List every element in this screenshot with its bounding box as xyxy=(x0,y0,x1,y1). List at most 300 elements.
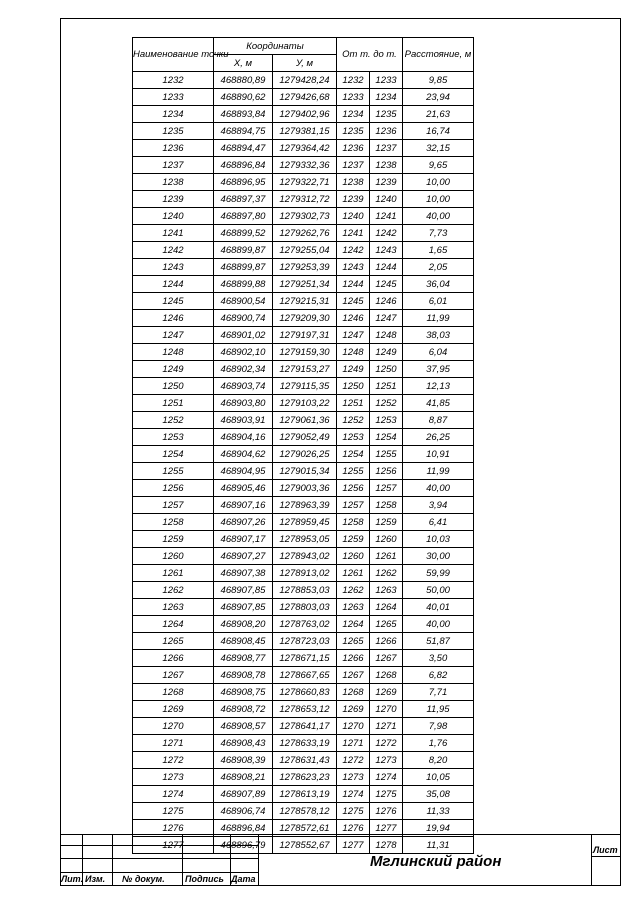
segment-to-cell: 1254 xyxy=(370,429,403,446)
segment-to-cell: 1247 xyxy=(370,310,403,327)
point-name-cell: 1263 xyxy=(133,599,214,616)
table-row xyxy=(133,225,474,242)
segment-to-cell: 1264 xyxy=(370,599,403,616)
segment-to-cell: 1257 xyxy=(370,480,403,497)
y-coord-cell: 1279428,24 xyxy=(273,72,337,89)
table-row xyxy=(133,276,474,293)
table-row xyxy=(133,293,474,310)
table-row xyxy=(133,463,474,480)
segment-to-cell: 1236 xyxy=(370,123,403,140)
segment-to-cell: 1244 xyxy=(370,259,403,276)
distance-cell: 7,73 xyxy=(403,225,474,242)
segment-to-cell: 1271 xyxy=(370,718,403,735)
y-coord-cell: 1279015,34 xyxy=(273,463,337,480)
segment-from-cell: 1236 xyxy=(337,140,370,157)
y-coord-cell: 1279364,42 xyxy=(273,140,337,157)
table-row xyxy=(133,531,474,548)
segment-to-cell: 1270 xyxy=(370,701,403,718)
segment-to-cell: 1267 xyxy=(370,650,403,667)
segment-from-cell: 1250 xyxy=(337,378,370,395)
segment-from-cell: 1253 xyxy=(337,429,370,446)
segment-from-cell: 1254 xyxy=(337,446,370,463)
segment-to-cell: 1242 xyxy=(370,225,403,242)
distance-cell: 11,99 xyxy=(403,310,474,327)
y-coord-cell: 1278953,05 xyxy=(273,531,337,548)
point-name-cell: 1254 xyxy=(133,446,214,463)
segment-from-cell: 1238 xyxy=(337,174,370,191)
segment-from-cell: 1261 xyxy=(337,565,370,582)
segment-to-cell: 1251 xyxy=(370,378,403,395)
distance-cell: 3,94 xyxy=(403,497,474,514)
distance-cell: 1,65 xyxy=(403,242,474,259)
point-name-cell: 1260 xyxy=(133,548,214,565)
segment-to-cell: 1249 xyxy=(370,344,403,361)
table-row xyxy=(133,157,474,174)
y-coord-cell: 1279402,96 xyxy=(273,106,337,123)
distance-cell: 11,95 xyxy=(403,701,474,718)
x-coord-cell: 468900,54 xyxy=(214,293,273,310)
x-coord-cell: 468893,84 xyxy=(214,106,273,123)
table-row xyxy=(133,395,474,412)
x-coord-cell: 468903,91 xyxy=(214,412,273,429)
x-coord-cell: 468908,45 xyxy=(214,633,273,650)
distance-cell: 23,94 xyxy=(403,89,474,106)
segment-to-cell: 1245 xyxy=(370,276,403,293)
distance-cell: 10,00 xyxy=(403,191,474,208)
distance-cell: 9,85 xyxy=(403,72,474,89)
table-row xyxy=(133,803,474,820)
point-name-cell: 1276 xyxy=(133,820,214,837)
table-row xyxy=(133,344,474,361)
segment-to-cell: 1246 xyxy=(370,293,403,310)
table-row xyxy=(133,259,474,276)
table-row xyxy=(133,735,474,752)
segment-from-cell: 1240 xyxy=(337,208,370,225)
y-coord-cell: 1278653,12 xyxy=(273,701,337,718)
x-coord-cell: 468899,87 xyxy=(214,242,273,259)
segment-to-cell: 1274 xyxy=(370,769,403,786)
table-row xyxy=(133,599,474,616)
header-y: У, м xyxy=(273,55,337,72)
segment-to-cell: 1262 xyxy=(370,565,403,582)
segment-to-cell: 1268 xyxy=(370,667,403,684)
point-name-cell: 1243 xyxy=(133,259,214,276)
point-name-cell: 1235 xyxy=(133,123,214,140)
segment-from-cell: 1274 xyxy=(337,786,370,803)
table-row xyxy=(133,174,474,191)
x-coord-cell: 468908,57 xyxy=(214,718,273,735)
y-coord-cell: 1279332,36 xyxy=(273,157,337,174)
y-coord-cell: 1278723,03 xyxy=(273,633,337,650)
x-coord-cell: 468900,74 xyxy=(214,310,273,327)
segment-from-cell: 1245 xyxy=(337,293,370,310)
distance-cell: 1,76 xyxy=(403,735,474,752)
x-coord-cell: 468896,84 xyxy=(214,157,273,174)
segment-to-cell: 1255 xyxy=(370,446,403,463)
table-row xyxy=(133,106,474,123)
y-coord-cell: 1278623,23 xyxy=(273,769,337,786)
x-coord-cell: 468903,74 xyxy=(214,378,273,395)
x-coord-cell: 468896,95 xyxy=(214,174,273,191)
x-coord-cell: 468908,72 xyxy=(214,701,273,718)
point-name-cell: 1238 xyxy=(133,174,214,191)
distance-cell: 7,98 xyxy=(403,718,474,735)
segment-from-cell: 1267 xyxy=(337,667,370,684)
y-coord-cell: 1278633,19 xyxy=(273,735,337,752)
table-row xyxy=(133,378,474,395)
distance-cell: 9,65 xyxy=(403,157,474,174)
segment-from-cell: 1266 xyxy=(337,650,370,667)
distance-cell: 40,00 xyxy=(403,208,474,225)
table-row xyxy=(133,633,474,650)
x-coord-cell: 468908,43 xyxy=(214,735,273,752)
segment-to-cell: 1266 xyxy=(370,633,403,650)
point-name-cell: 1250 xyxy=(133,378,214,395)
x-coord-cell: 468907,27 xyxy=(214,548,273,565)
x-coord-cell: 468880,89 xyxy=(214,72,273,89)
table-row xyxy=(133,140,474,157)
y-coord-cell: 1279426,68 xyxy=(273,89,337,106)
y-coord-cell: 1278667,65 xyxy=(273,667,337,684)
distance-cell: 40,00 xyxy=(403,480,474,497)
y-coord-cell: 1278660,83 xyxy=(273,684,337,701)
y-coord-cell: 1278963,39 xyxy=(273,497,337,514)
point-name-cell: 1237 xyxy=(133,157,214,174)
point-name-cell: 1248 xyxy=(133,344,214,361)
x-coord-cell: 468908,78 xyxy=(214,667,273,684)
segment-from-cell: 1272 xyxy=(337,752,370,769)
stamp-lit-label: Лит. xyxy=(61,874,84,884)
table-row xyxy=(133,72,474,89)
point-name-cell: 1265 xyxy=(133,633,214,650)
segment-to-cell: 1277 xyxy=(370,820,403,837)
y-coord-cell: 1279302,73 xyxy=(273,208,337,225)
y-coord-cell: 1278959,45 xyxy=(273,514,337,531)
distance-cell: 11,33 xyxy=(403,803,474,820)
x-coord-cell: 468902,10 xyxy=(214,344,273,361)
point-name-cell: 1266 xyxy=(133,650,214,667)
point-name-cell: 1247 xyxy=(133,327,214,344)
point-name-cell: 1272 xyxy=(133,752,214,769)
segment-to-cell: 1239 xyxy=(370,174,403,191)
x-coord-cell: 468908,39 xyxy=(214,752,273,769)
segment-from-cell: 1237 xyxy=(337,157,370,174)
x-coord-cell: 468894,47 xyxy=(214,140,273,157)
stamp-izm-label: Изм. xyxy=(85,874,106,884)
distance-cell: 10,03 xyxy=(403,531,474,548)
x-coord-cell: 468896,84 xyxy=(214,820,273,837)
x-coord-cell: 468907,26 xyxy=(214,514,273,531)
segment-to-cell: 1233 xyxy=(370,72,403,89)
x-coord-cell: 468907,17 xyxy=(214,531,273,548)
segment-from-cell: 1233 xyxy=(337,89,370,106)
segment-to-cell: 1272 xyxy=(370,735,403,752)
header-distance: Расстояние, м xyxy=(403,38,474,72)
segment-from-cell: 1277 xyxy=(337,837,370,854)
segment-to-cell: 1237 xyxy=(370,140,403,157)
header-segment: От т. до т. xyxy=(337,38,403,72)
distance-cell: 50,00 xyxy=(403,582,474,599)
table-row xyxy=(133,565,474,582)
distance-cell: 7,71 xyxy=(403,684,474,701)
point-name-cell: 1271 xyxy=(133,735,214,752)
point-name-cell: 1259 xyxy=(133,531,214,548)
table-row xyxy=(133,89,474,106)
segment-from-cell: 1241 xyxy=(337,225,370,242)
y-coord-cell: 1279052,49 xyxy=(273,429,337,446)
distance-cell: 11,99 xyxy=(403,463,474,480)
segment-from-cell: 1239 xyxy=(337,191,370,208)
distance-cell: 12,13 xyxy=(403,378,474,395)
segment-from-cell: 1256 xyxy=(337,480,370,497)
point-name-cell: 1264 xyxy=(133,616,214,633)
segment-from-cell: 1276 xyxy=(337,820,370,837)
segment-from-cell: 1271 xyxy=(337,735,370,752)
table-row xyxy=(133,446,474,463)
distance-cell: 19,94 xyxy=(403,820,474,837)
distance-cell: 2,05 xyxy=(403,259,474,276)
segment-from-cell: 1232 xyxy=(337,72,370,89)
table-row xyxy=(133,548,474,565)
y-coord-cell: 1279255,04 xyxy=(273,242,337,259)
y-coord-cell: 1279381,15 xyxy=(273,123,337,140)
y-coord-cell: 1279153,27 xyxy=(273,361,337,378)
segment-to-cell: 1243 xyxy=(370,242,403,259)
segment-to-cell: 1278 xyxy=(370,837,403,854)
district-title: Мглинский район xyxy=(370,853,502,870)
segment-to-cell: 1263 xyxy=(370,582,403,599)
distance-cell: 32,15 xyxy=(403,140,474,157)
segment-from-cell: 1248 xyxy=(337,344,370,361)
point-name-cell: 1256 xyxy=(133,480,214,497)
segment-to-cell: 1248 xyxy=(370,327,403,344)
x-coord-cell: 468905,46 xyxy=(214,480,273,497)
point-name-cell: 1240 xyxy=(133,208,214,225)
distance-cell: 41,85 xyxy=(403,395,474,412)
segment-to-cell: 1276 xyxy=(370,803,403,820)
segment-from-cell: 1275 xyxy=(337,803,370,820)
table-row xyxy=(133,497,474,514)
segment-from-cell: 1269 xyxy=(337,701,370,718)
y-coord-cell: 1278913,02 xyxy=(273,565,337,582)
segment-to-cell: 1259 xyxy=(370,514,403,531)
segment-from-cell: 1260 xyxy=(337,548,370,565)
table-row xyxy=(133,616,474,633)
distance-cell: 30,00 xyxy=(403,548,474,565)
y-coord-cell: 1279197,31 xyxy=(273,327,337,344)
segment-from-cell: 1244 xyxy=(337,276,370,293)
table-row xyxy=(133,769,474,786)
x-coord-cell: 468899,87 xyxy=(214,259,273,276)
x-coord-cell: 468906,74 xyxy=(214,803,273,820)
point-name-cell: 1234 xyxy=(133,106,214,123)
distance-cell: 6,82 xyxy=(403,667,474,684)
segment-to-cell: 1265 xyxy=(370,616,403,633)
x-coord-cell: 468907,85 xyxy=(214,599,273,616)
point-name-cell: 1270 xyxy=(133,718,214,735)
segment-from-cell: 1268 xyxy=(337,684,370,701)
table-row xyxy=(133,310,474,327)
header-coordinates: Координаты xyxy=(214,38,337,55)
point-name-cell: 1277 xyxy=(133,837,214,854)
point-name-cell: 1267 xyxy=(133,667,214,684)
distance-cell: 35,08 xyxy=(403,786,474,803)
point-name-cell: 1269 xyxy=(133,701,214,718)
header-x: X, м xyxy=(214,55,273,72)
distance-cell: 10,91 xyxy=(403,446,474,463)
stamp-sign-label: Подпись xyxy=(185,874,224,884)
table-row xyxy=(133,786,474,803)
x-coord-cell: 468899,88 xyxy=(214,276,273,293)
point-name-cell: 1253 xyxy=(133,429,214,446)
coordinates-rows xyxy=(133,72,474,854)
y-coord-cell: 1279061,36 xyxy=(273,412,337,429)
x-coord-cell: 468899,52 xyxy=(214,225,273,242)
y-coord-cell: 1278572,61 xyxy=(273,820,337,837)
point-name-cell: 1241 xyxy=(133,225,214,242)
table-row xyxy=(133,667,474,684)
y-coord-cell: 1279251,34 xyxy=(273,276,337,293)
distance-cell: 8,87 xyxy=(403,412,474,429)
point-name-cell: 1261 xyxy=(133,565,214,582)
title-block xyxy=(60,834,621,886)
segment-to-cell: 1273 xyxy=(370,752,403,769)
x-coord-cell: 468897,37 xyxy=(214,191,273,208)
segment-to-cell: 1261 xyxy=(370,548,403,565)
segment-from-cell: 1251 xyxy=(337,395,370,412)
point-name-cell: 1249 xyxy=(133,361,214,378)
x-coord-cell: 468907,16 xyxy=(214,497,273,514)
x-coord-cell: 468904,16 xyxy=(214,429,273,446)
segment-to-cell: 1260 xyxy=(370,531,403,548)
distance-cell: 6,04 xyxy=(403,344,474,361)
stamp-date-label: Дата xyxy=(231,874,256,884)
segment-from-cell: 1263 xyxy=(337,599,370,616)
segment-from-cell: 1234 xyxy=(337,106,370,123)
segment-to-cell: 1241 xyxy=(370,208,403,225)
distance-cell: 6,41 xyxy=(403,514,474,531)
y-coord-cell: 1279115,35 xyxy=(273,378,337,395)
segment-from-cell: 1252 xyxy=(337,412,370,429)
distance-cell: 11,31 xyxy=(403,837,474,854)
segment-from-cell: 1257 xyxy=(337,497,370,514)
table-row xyxy=(133,480,474,497)
x-coord-cell: 468908,21 xyxy=(214,769,273,786)
distance-cell: 51,87 xyxy=(403,633,474,650)
distance-cell: 26,25 xyxy=(403,429,474,446)
segment-to-cell: 1238 xyxy=(370,157,403,174)
y-coord-cell: 1279209,30 xyxy=(273,310,337,327)
distance-cell: 38,03 xyxy=(403,327,474,344)
table-row xyxy=(133,327,474,344)
x-coord-cell: 468908,75 xyxy=(214,684,273,701)
point-name-cell: 1246 xyxy=(133,310,214,327)
x-coord-cell: 468908,20 xyxy=(214,616,273,633)
segment-from-cell: 1259 xyxy=(337,531,370,548)
table-row xyxy=(133,191,474,208)
point-name-cell: 1236 xyxy=(133,140,214,157)
distance-cell: 21,63 xyxy=(403,106,474,123)
point-name-cell: 1262 xyxy=(133,582,214,599)
y-coord-cell: 1279312,72 xyxy=(273,191,337,208)
segment-from-cell: 1235 xyxy=(337,123,370,140)
table-row xyxy=(133,718,474,735)
distance-cell: 59,99 xyxy=(403,565,474,582)
segment-from-cell: 1265 xyxy=(337,633,370,650)
x-coord-cell: 468908,77 xyxy=(214,650,273,667)
y-coord-cell: 1278578,12 xyxy=(273,803,337,820)
segment-to-cell: 1256 xyxy=(370,463,403,480)
point-name-cell: 1275 xyxy=(133,803,214,820)
y-coord-cell: 1279026,25 xyxy=(273,446,337,463)
header-point-name: Наименование точки xyxy=(133,38,214,72)
table-row xyxy=(133,412,474,429)
y-coord-cell: 1279215,31 xyxy=(273,293,337,310)
table-row xyxy=(133,429,474,446)
point-name-cell: 1232 xyxy=(133,72,214,89)
point-name-cell: 1274 xyxy=(133,786,214,803)
segment-from-cell: 1270 xyxy=(337,718,370,735)
y-coord-cell: 1278803,03 xyxy=(273,599,337,616)
table-row xyxy=(133,123,474,140)
distance-cell: 10,05 xyxy=(403,769,474,786)
segment-from-cell: 1262 xyxy=(337,582,370,599)
table-row xyxy=(133,752,474,769)
point-name-cell: 1244 xyxy=(133,276,214,293)
distance-cell: 16,74 xyxy=(403,123,474,140)
segment-to-cell: 1240 xyxy=(370,191,403,208)
x-coord-cell: 468890,62 xyxy=(214,89,273,106)
segment-to-cell: 1275 xyxy=(370,786,403,803)
table-row xyxy=(133,242,474,259)
segment-from-cell: 1247 xyxy=(337,327,370,344)
table-row xyxy=(133,208,474,225)
distance-cell: 40,00 xyxy=(403,616,474,633)
x-coord-cell: 468896,79 xyxy=(214,837,273,854)
point-name-cell: 1273 xyxy=(133,769,214,786)
segment-to-cell: 1252 xyxy=(370,395,403,412)
y-coord-cell: 1278853,03 xyxy=(273,582,337,599)
y-coord-cell: 1278671,15 xyxy=(273,650,337,667)
y-coord-cell: 1278552,67 xyxy=(273,837,337,854)
table-row xyxy=(133,650,474,667)
y-coord-cell: 1279262,76 xyxy=(273,225,337,242)
y-coord-cell: 1278613,19 xyxy=(273,786,337,803)
x-coord-cell: 468907,38 xyxy=(214,565,273,582)
coordinates-table xyxy=(132,37,474,854)
table-row xyxy=(133,361,474,378)
point-name-cell: 1268 xyxy=(133,684,214,701)
x-coord-cell: 468907,89 xyxy=(214,786,273,803)
segment-from-cell: 1273 xyxy=(337,769,370,786)
segment-to-cell: 1253 xyxy=(370,412,403,429)
y-coord-cell: 1279159,30 xyxy=(273,344,337,361)
stamp-doc-label: № докум. xyxy=(122,874,165,884)
stamp-sheet-label: Лист xyxy=(593,845,618,855)
point-name-cell: 1258 xyxy=(133,514,214,531)
x-coord-cell: 468904,62 xyxy=(214,446,273,463)
distance-cell: 40,01 xyxy=(403,599,474,616)
segment-to-cell: 1250 xyxy=(370,361,403,378)
x-coord-cell: 468903,80 xyxy=(214,395,273,412)
x-coord-cell: 468907,85 xyxy=(214,582,273,599)
segment-to-cell: 1234 xyxy=(370,89,403,106)
y-coord-cell: 1278631,43 xyxy=(273,752,337,769)
y-coord-cell: 1278763,02 xyxy=(273,616,337,633)
point-name-cell: 1242 xyxy=(133,242,214,259)
y-coord-cell: 1279003,36 xyxy=(273,480,337,497)
y-coord-cell: 1279322,71 xyxy=(273,174,337,191)
